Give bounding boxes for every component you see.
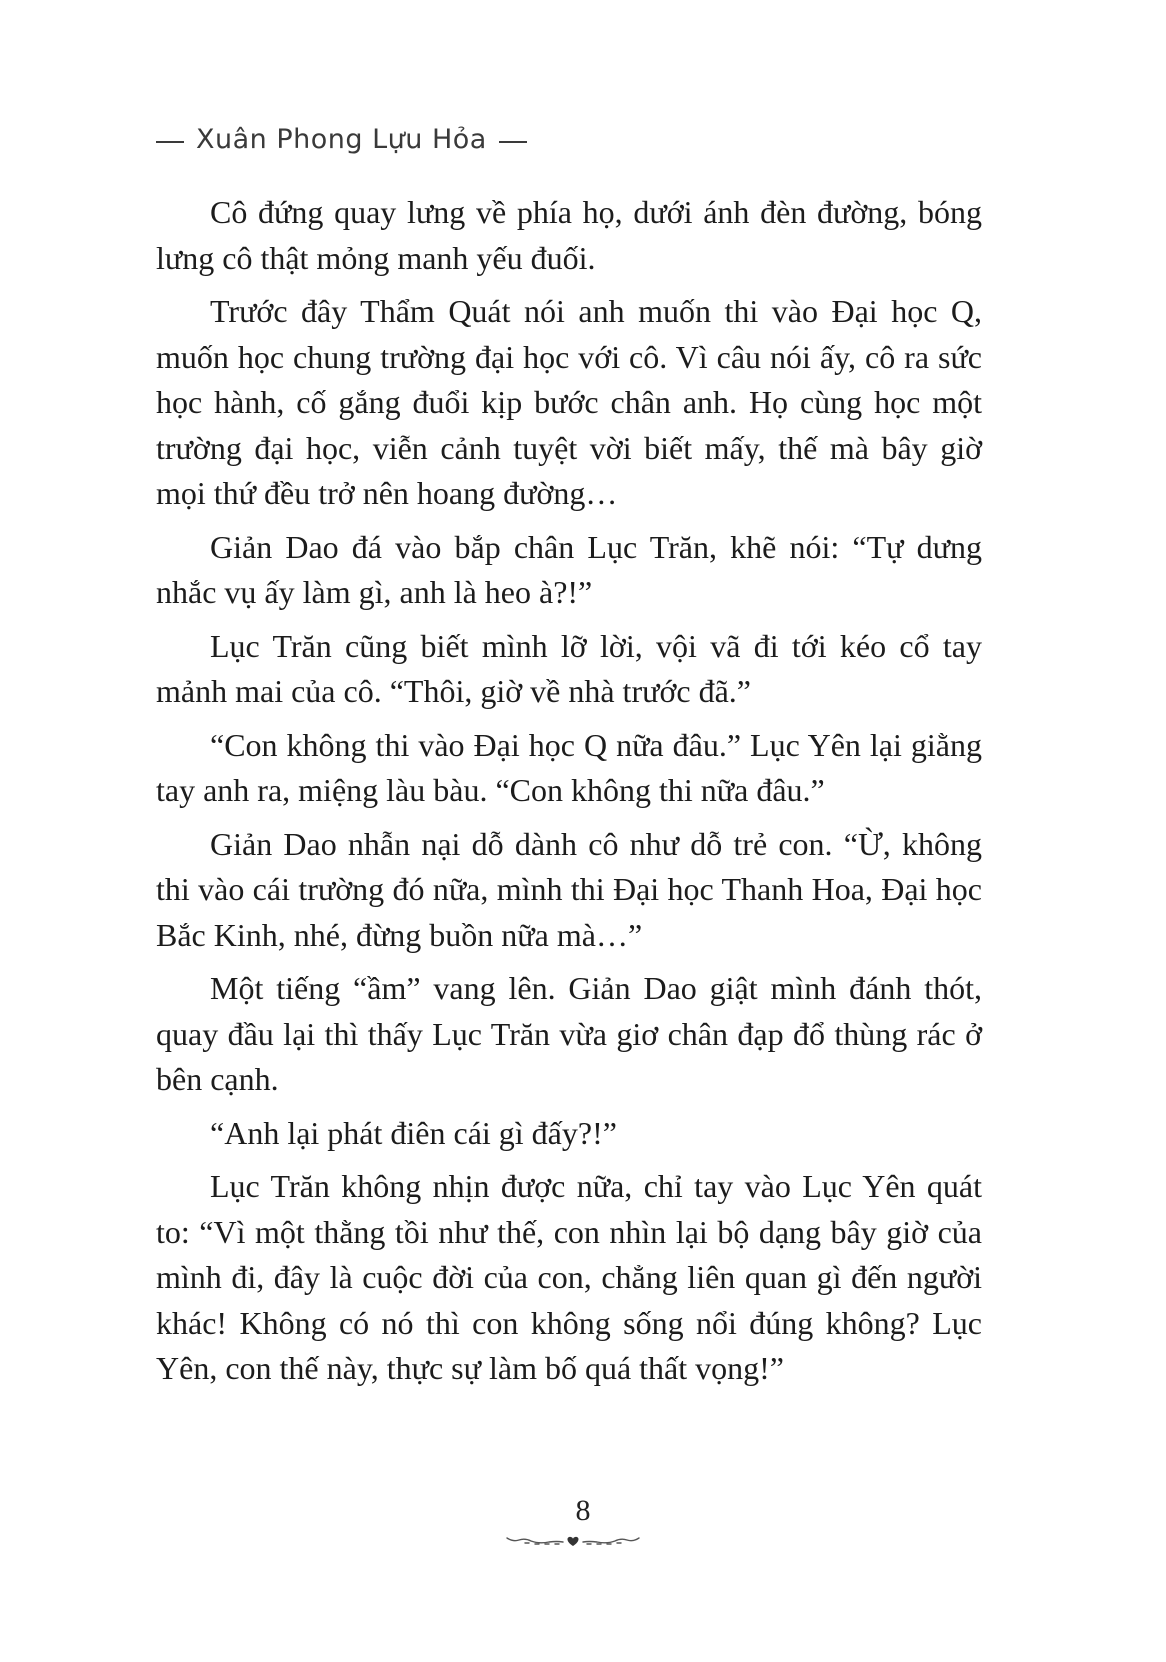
header-dash-right: [499, 141, 527, 143]
paragraph: Giản Dao nhẫn nại dỗ dành cô như dỗ trẻ con. “Ừ, không thi vào cái trường đó nữa, mình thi Đại học Thanh Hoa, Đại học Bắc Kinh, nhé, đừng buồn nữa mà…”: [156, 825, 982, 953]
paragraph: Lục Trăn cũng biết mình lỡ lời, vội vã đi tới kéo cổ tay mảnh mai của cô. “Thôi, giờ về nhà trước đã.”: [156, 627, 982, 709]
running-header: [156, 124, 539, 155]
paragraph: Cô đứng quay lưng về phía họ, dưới ánh đèn đường, bóng lưng cô thật mỏng manh yếu đuối.: [156, 194, 982, 276]
paragraph: Giản Dao đá vào bắp chân Lục Trăn, khẽ nói: “Tự dưng nhắc vụ ấy làm gì, anh là heo à?!”: [156, 528, 982, 610]
paragraph: Một tiếng “ầm” vang lên. Giản Dao giật mình đánh thót, quay đầu lại thì thấy Lục Trăn vừa giơ chân đạp đổ thùng rác ở bên cạnh.: [156, 970, 982, 1097]
header-dash-left: [156, 141, 184, 143]
paragraph: Trước đây Thẩm Quát nói anh muốn thi vào Đại học Q, muốn học chung trường đại học với cô. Vì câu nói ấy, cô ra sức học hành, cố gắng đuổi kịp bước chân anh. Họ cùng học một trường đại học, viễn cảnh tuyệt vời biết mấy, thế mà bây giờ mọi thứ đều trở nên hoang đường…: [156, 293, 982, 511]
book-title: Xuân Phong Lựu Hỏa: [196, 124, 487, 155]
paragraph: “Con không thi vào Đại học Q nữa đâu.” Lục Yên lại giằng tay anh ra, miệng làu bàu. “Con không thi nữa đâu.”: [156, 726, 982, 808]
paragraph: “Anh lại phát điên cái gì đấy?!”: [210, 1114, 617, 1151]
page-number: 8: [575, 1494, 591, 1527]
heart-divider-icon: [505, 1534, 641, 1548]
page-body: [156, 190, 982, 1400]
paragraph: Lục Trăn không nhịn được nữa, chỉ tay vào Lục Yên quát to: “Vì một thằng tồi như thế, con nhìn lại bộ dạng bây giờ của mình đi, đây là cuộc đời của con, chẳng liên quan gì đến người khác! Không có nó thì con không sống nổi đúng không? Lục Yên, con thế này, thực sự làm bố quá thất vọng!”: [156, 1168, 982, 1386]
